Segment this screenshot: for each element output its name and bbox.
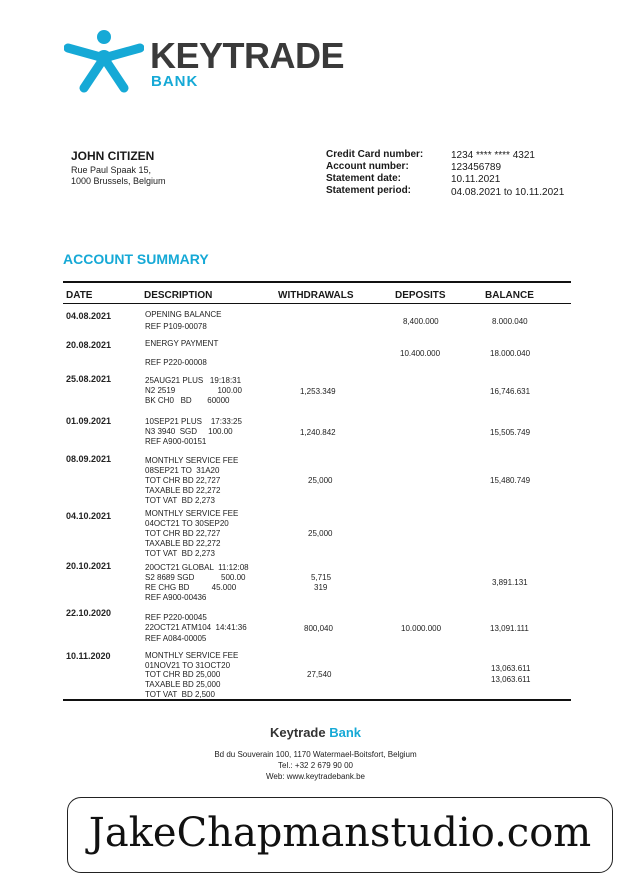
row-desc-line: OPENING BALANCE [145, 310, 222, 319]
brand-name: KEYTRADE [150, 35, 345, 76]
row-deposit: 10.000.000 [401, 624, 442, 633]
row-date: 04.08.2021 [66, 311, 112, 321]
row-desc-line: MONTHLY SERVICE FEE [145, 509, 239, 518]
row-desc-line: TOT CHR BD 22,727 [145, 529, 221, 538]
customer-name: JOHN CITIZEN [71, 149, 155, 163]
row-balance: 3,891.131 [492, 578, 528, 587]
row-date: 01.09.2021 [66, 416, 112, 426]
row-date: 04.10.2021 [66, 511, 112, 521]
row-desc-line: TOT VAT BD 2,273 [145, 549, 215, 558]
footer-brand [0, 725, 631, 740]
card-number-value: 1234 **** **** 4321 [451, 150, 535, 161]
row-date: 20.10.2021 [66, 561, 112, 571]
row-deposit: 8,400.000 [403, 317, 439, 326]
row-withdrawal: 1,253.349 [300, 387, 336, 396]
row-desc-line: REF A900-00436 [145, 593, 207, 602]
row-desc-line: TAXABLE BD 22,272 [145, 539, 221, 548]
row-desc-line: REF P220-00045 [145, 613, 207, 622]
row-withdrawal: 27,540 [307, 670, 332, 679]
row-desc-line: REF A084-00005 [145, 634, 207, 643]
row-date: 25.08.2021 [66, 374, 112, 384]
row-withdrawal: 25,000 [308, 529, 333, 538]
row-withdrawal: 800,040 [304, 624, 333, 633]
row-balance: 18.000.040 [490, 349, 531, 358]
row-desc-line: TAXABLE BD 22,272 [145, 486, 221, 495]
row-balance: 8.000.040 [492, 317, 528, 326]
row-desc-line: RE CHG BD 45.000 [145, 583, 237, 592]
footer-brand-bank: Bank [329, 725, 362, 740]
row-desc-line: N2 2519 100.00 [145, 386, 242, 395]
brand-sub: BANK [151, 73, 199, 90]
row-desc-line: 10SEP21 PLUS 17:33:25 [145, 417, 242, 426]
row-balance: 15,505.749 [490, 428, 531, 437]
footer-web: Web: www.keytradebank.be [265, 772, 365, 781]
row-desc-line: 22OCT21 ATM104 14:41:36 [145, 623, 247, 632]
row-balance: 13,091.111 [490, 624, 529, 633]
row-date: 20.08.2021 [66, 340, 112, 350]
row-desc-line: TOT VAT BD 2,500 [145, 690, 215, 699]
row-desc-line: TOT VAT BD 2,273 [145, 496, 215, 505]
watermark-text: JakeChapmanstudio.com [88, 810, 592, 856]
table-top-rule [63, 281, 571, 283]
row-desc-line: 08SEP21 TO 31A20 [145, 466, 220, 475]
col-header-description: DESCRIPTION [144, 290, 213, 301]
customer-address-line1: Rue Paul Spaak 15, [71, 165, 152, 175]
col-header-withdrawals: WITHDRAWALS [278, 290, 354, 301]
row-desc-line: S2 8689 SGD 500.00 [145, 573, 246, 582]
row-withdrawal-extra: 319 [314, 583, 328, 592]
row-date: 08.09.2021 [66, 454, 112, 464]
statement-period-label: Statement period: [326, 185, 412, 196]
statement-date-value: 10.11.2021 [451, 174, 501, 185]
row-balance: 16,746.631 [490, 387, 531, 396]
footer-tel: Tel.: +32 2 679 90 00 [278, 761, 353, 770]
row-deposit: 10.400.000 [400, 349, 441, 358]
row-balance-extra: 13,063.611 [491, 675, 531, 684]
row-balance: 13,063.611 [491, 664, 531, 673]
row-desc-line: MONTHLY SERVICE FEE [145, 651, 239, 660]
statement-period-value: 04.08.2021 to 10.11.2021 [451, 187, 565, 198]
row-desc-line: 04OCT21 TO 30SEP20 [145, 519, 229, 528]
row-desc-line: ENERGY PAYMENT [145, 339, 219, 348]
header-bottom-rule [63, 303, 571, 304]
row-date: 22.10.2020 [66, 608, 112, 618]
row-desc-line: N3 3940 SGD 100.00 [145, 427, 233, 436]
table-bottom-rule [63, 699, 571, 701]
footer-brand-keytrade: Keytrade [269, 725, 326, 740]
row-desc-line: REF A900-00151 [145, 437, 207, 446]
row-desc-line: 01NOV21 TO 31OCT20 [145, 661, 231, 670]
row-desc-line: TAXABLE BD 25,000 [145, 680, 221, 689]
row-desc-line: 25AUG21 PLUS 19:18:31 [145, 376, 242, 385]
row-withdrawal: 5,715 [311, 573, 332, 582]
row-desc-line: TOT CHR BD 25,000 [145, 670, 221, 679]
row-desc-line: 20OCT21 GLOBAL 11:12:08 [145, 563, 249, 572]
row-withdrawal: 1,240.842 [300, 428, 336, 437]
customer-address-line2: 1000 Brussels, Belgium [71, 176, 166, 186]
row-date: 10.11.2020 [66, 651, 111, 661]
account-number-value: 123456789 [451, 162, 502, 173]
row-desc-line: REF P220-00008 [145, 358, 207, 367]
card-number-label: Credit Card number: [326, 149, 424, 160]
footer-address: Bd du Souverain 100, 1170 Watermael-Boitsfort, Belgium [214, 750, 417, 759]
account-number-label: Account number: [326, 161, 409, 172]
col-header-date: DATE [66, 290, 93, 301]
col-header-balance: BALANCE [485, 290, 534, 301]
account-summary-title: ACCOUNT SUMMARY [63, 251, 209, 267]
col-header-deposits: DEPOSITS [395, 290, 446, 301]
row-desc-line: BK CH0 BD 60000 [145, 396, 230, 405]
row-desc-line: REF P109-00078 [145, 322, 207, 331]
statement-date-label: Statement date: [326, 173, 402, 184]
keytrade-star-logo-icon [64, 28, 144, 94]
row-desc-line: TOT CHR BD 22,727 [145, 476, 221, 485]
row-withdrawal: 25,000 [308, 476, 333, 485]
row-desc-line: MONTHLY SERVICE FEE [145, 456, 239, 465]
row-balance: 15,480.749 [490, 476, 531, 485]
